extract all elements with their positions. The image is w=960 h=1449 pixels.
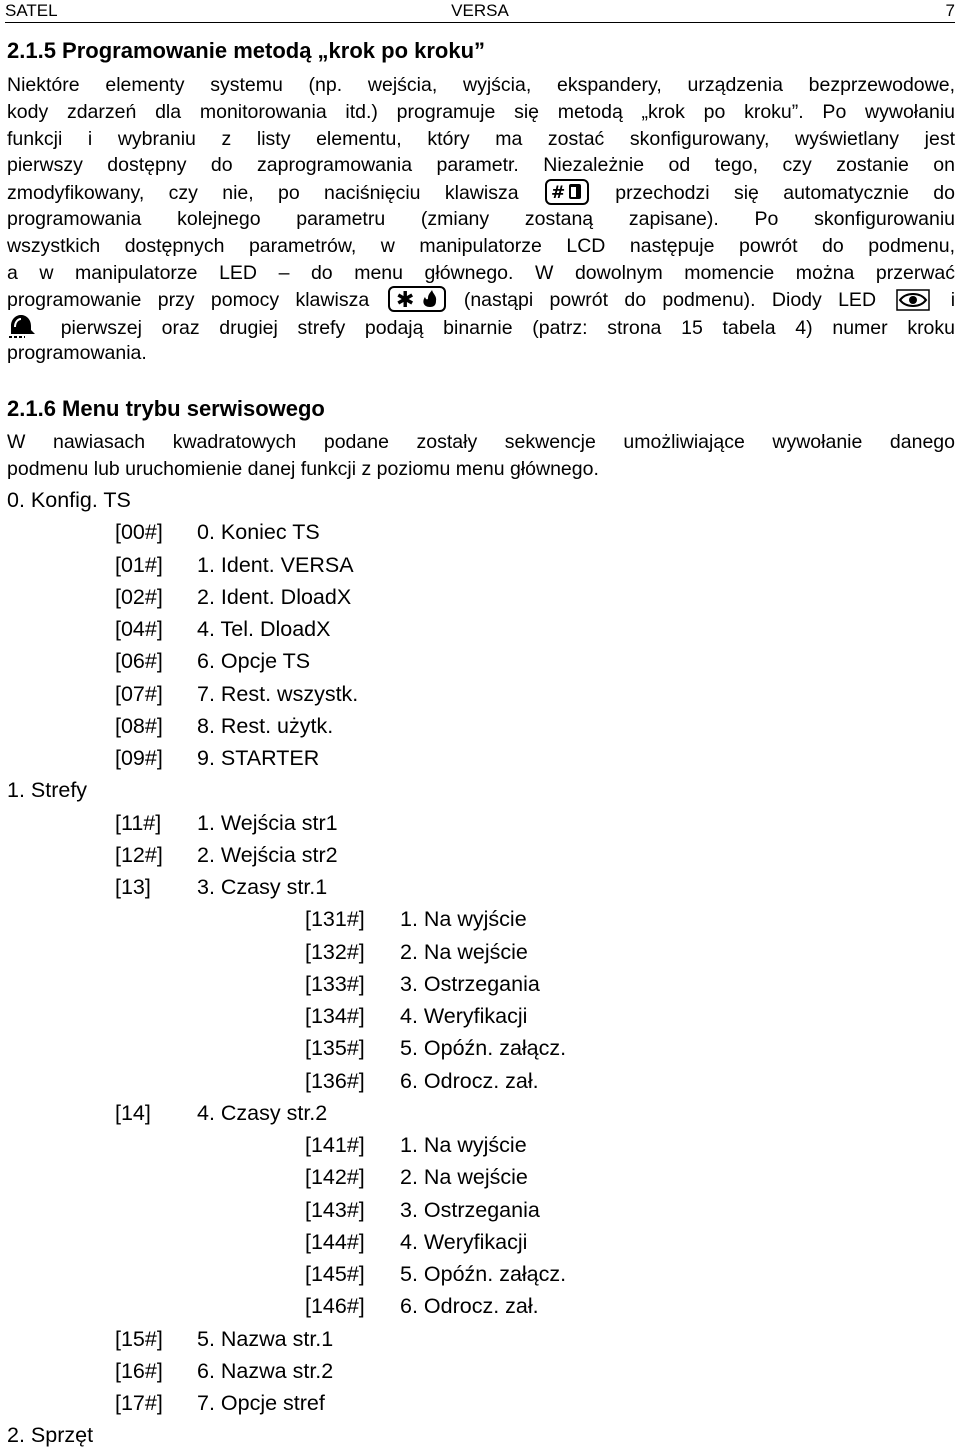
menu-code: [04#] — [115, 617, 163, 641]
paragraph-line: podmenu lub uruchomienie danej funkcji z poziomu menu głównego. — [7, 457, 599, 480]
paragraph-line: programowania. — [7, 341, 147, 364]
menu-code: [136#] — [305, 1068, 365, 1093]
menu-item-label: 2. Ident. DloadX — [197, 584, 352, 609]
menu-item-label: 4. Czasy str.2 — [197, 1100, 328, 1125]
paragraph-line — [7, 179, 955, 206]
menu-item-label: 5. Opóźn. załącz. — [400, 1262, 567, 1286]
paragraph-text: (nastąpi powrót do podmenu). Diody LED — [463, 289, 877, 312]
menu-code: [133#] — [305, 971, 365, 996]
svg-text:#: # — [550, 183, 566, 204]
menu-code: [11#] — [115, 810, 162, 835]
menu-section-label: 2. Sprzęt — [7, 1423, 94, 1448]
star-fire-key-icon — [388, 286, 446, 312]
paragraph-line: kody zdarzeń dla monitorowania itd.) programuje się metodą „krok po kroku”. Po wywołaniu — [7, 100, 955, 123]
paragraph-line: Niektóre elementy systemu (np. wejścia, wyjścia, ekspandery, urządzenia bezprzewodowe, — [7, 74, 955, 96]
menu-item-label: 7. Rest. wszystk. — [197, 681, 359, 706]
menu-code: [06#] — [115, 649, 163, 674]
menu-item-label: 2. Wejścia str2 — [197, 842, 338, 867]
paragraph-text: i — [950, 289, 956, 312]
paragraph-line: funkcji i wybraniu z listy elementu, który ma zostać skonfigurowany, wyświetlany jest — [7, 127, 955, 150]
menu-code: [16#] — [115, 1358, 163, 1383]
menu-item-label: 0. Koniec TS — [197, 520, 320, 545]
paragraph-text: przechodzi się automatycznie do — [615, 182, 956, 205]
menu-item-label: 7. Opcje stref — [197, 1391, 325, 1415]
menu-item-label: 6. Odrocz. zał. — [400, 1068, 539, 1093]
menu-item-label: 6. Odrocz. zał. — [400, 1294, 539, 1319]
menu-code: [132#] — [305, 939, 365, 964]
menu-section-label: 1. Strefy — [7, 778, 88, 803]
menu-item-label: 2. Na wejście — [400, 1165, 528, 1190]
service-menu-intro — [7, 429, 955, 483]
step-programming-paragraph — [7, 72, 955, 367]
paragraph-text: zmodyfikowany, czy nie, po naciśnięciu klawisza — [7, 182, 519, 205]
menu-item-label: 4. Tel. DloadX — [197, 617, 331, 641]
paragraph-line: a w manipulatorze LED – do menu głównego. W dowolnym momencie można przerwać — [7, 261, 955, 284]
menu-code: [141#] — [305, 1133, 365, 1157]
menu-code: [135#] — [305, 1036, 365, 1061]
paragraph-line: W nawiasach kwadratowych podane zostały sekwencje umożliwiające wywołanie danego — [7, 431, 955, 453]
menu-code: [00#] — [115, 520, 163, 545]
menu-item-label: 4. Weryfikacji — [400, 1229, 528, 1254]
menu-item-label: 1. Na wyjście — [400, 907, 527, 932]
menu-code: [14] — [115, 1100, 151, 1125]
hash-key-icon — [545, 179, 589, 205]
menu-item-label: 1. Ident. VERSA — [197, 552, 354, 577]
menu-item-label: 6. Nazwa str.2 — [197, 1358, 334, 1383]
menu-code: [09#] — [115, 746, 163, 770]
menu-item-label: 1. Wejścia str1 — [197, 810, 338, 835]
menu-item-label: 8. Rest. użytk. — [197, 713, 334, 738]
page-number: 7 — [945, 1, 955, 20]
menu-code: [12#] — [115, 842, 163, 867]
paragraph-line — [7, 286, 955, 313]
menu-item-label: 9. STARTER — [197, 746, 320, 770]
menu-item-label: 5. Nazwa str.1 — [197, 1326, 334, 1351]
menu-item-label: 3. Czasy str.1 — [197, 875, 328, 899]
paragraph-text: pierwszej oraz drugiej strefy podają binarnie (patrz: strona 15 tabela 4) numer kroku — [60, 317, 955, 340]
paragraph-line: programowania kolejnego parametru (zmiany zostaną zapisane). Po skonfigurowaniu — [7, 207, 955, 230]
menu-code: [144#] — [305, 1229, 365, 1254]
menu-code: [142#] — [305, 1165, 365, 1190]
menu-code: [17#] — [115, 1391, 163, 1415]
paragraph-line: wszystkich dostępnych parametrów, w manipulatorze LCD następuje powrót do podmenu, — [7, 234, 955, 257]
paragraph-line: pierwszy dostępny do zaprogramowania parametr. Niezależnie od tego, czy zostanie on — [7, 154, 955, 177]
menu-code: [143#] — [305, 1197, 365, 1222]
menu-code: [07#] — [115, 681, 163, 706]
menu-code: [08#] — [115, 713, 163, 738]
section-title-step-programming: 2.1.5 Programowanie metodą „krok po kroku” — [7, 38, 486, 63]
section-title-service-menu: 2.1.6 Menu trybu serwisowego — [7, 396, 325, 421]
paragraph-line — [7, 313, 955, 340]
menu-item-label: 4. Weryfikacji — [400, 1004, 528, 1028]
menu-code: [13] — [115, 875, 151, 899]
header-brand: SATEL — [5, 1, 58, 20]
menu-item-label: 1. Na wyjście — [400, 1133, 527, 1157]
menu-code: [15#] — [115, 1326, 163, 1351]
menu-code: [145#] — [305, 1262, 365, 1286]
svg-text:✱: ✱ — [395, 288, 414, 311]
menu-code: [02#] — [115, 584, 163, 609]
paragraph-text: programowanie przy pomocy klawisza — [7, 289, 370, 312]
page-header — [5, 0, 955, 23]
menu-item-label: 3. Ostrzegania — [400, 1197, 540, 1222]
menu-code: [134#] — [305, 1004, 365, 1028]
menu-code: [131#] — [305, 907, 365, 932]
menu-item-label: 5. Opóźn. załącz. — [400, 1036, 567, 1061]
menu-item-label: 2. Na wejście — [400, 939, 528, 964]
menu-item-label: 3. Ostrzegania — [400, 971, 540, 996]
menu-item-label: 6. Opcje TS — [197, 649, 311, 674]
menu-section-label: 0. Konfig. TS — [7, 488, 131, 512]
menu-code: [146#] — [305, 1294, 365, 1319]
header-product: VERSA — [451, 1, 509, 20]
menu-code: [01#] — [115, 552, 163, 577]
